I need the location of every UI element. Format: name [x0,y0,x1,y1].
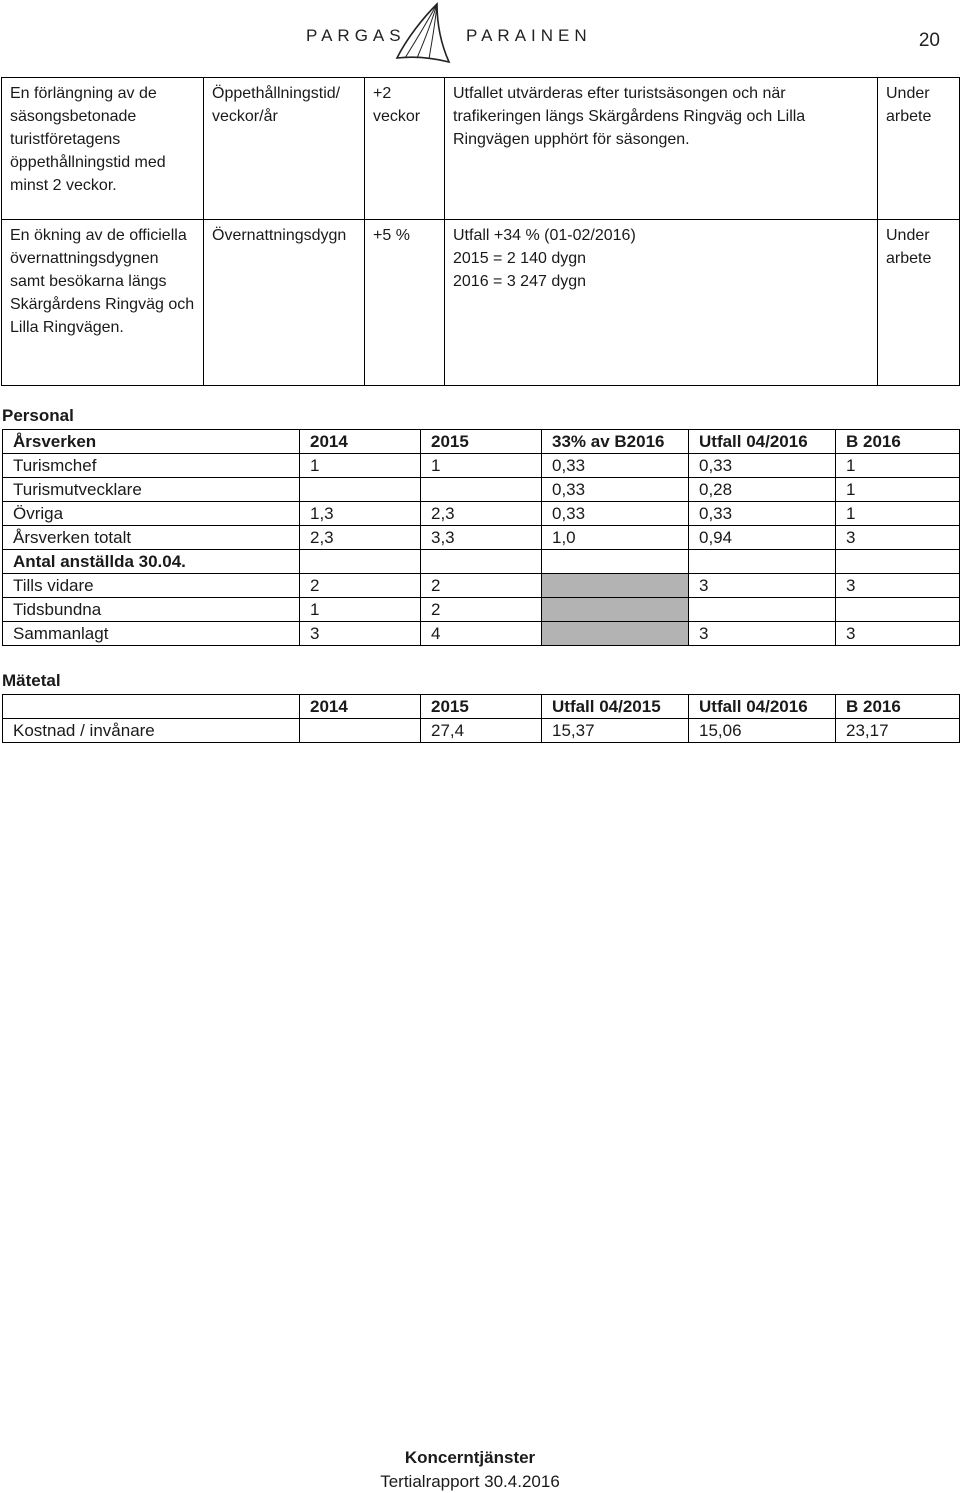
row-label: Kostnad / invånare [3,719,300,743]
row-label: Turismutvecklare [3,478,300,502]
table-cell: 3 [836,526,960,550]
table-cell [421,478,542,502]
table-cell: 3 [836,622,960,646]
goal-indicator: Öppethållningstid/ veckor/år [204,78,365,220]
table-cell: 1,3 [300,502,421,526]
goal-outcome [445,78,878,220]
table-cell: 1 [300,454,421,478]
personal-title: Personal [2,406,74,425]
table-cell: 15,06 [689,719,836,743]
row-label: Tills vidare [3,574,300,598]
table-cell: 27,4 [421,719,542,743]
table-cell: 0,33 [542,502,689,526]
table-subheader-row [3,550,960,574]
table-header-row [3,430,960,454]
table-cell: 23,17 [836,719,960,743]
table-cell: 15,37 [542,719,689,743]
goal-row [2,78,960,220]
table-cell [689,550,836,574]
table-cell: 3 [300,622,421,646]
table-cell [300,550,421,574]
goal-indicator: Övernattningsdygn [204,220,365,386]
goal-target: +5 % [365,220,445,386]
goal-status: Under arbete [878,220,960,386]
logo-text-pargas: PARGAS [306,26,406,45]
goals-table [1,77,960,386]
table-cell: 1 [836,478,960,502]
goal-target: +2 veckor [365,78,445,220]
column-header: 33% av B2016 [542,430,689,454]
outcome-line: Utfall +34 % (01-02/2016) [453,227,636,244]
table-cell: 0,33 [542,454,689,478]
goal-status: Under arbete [878,78,960,220]
table-cell: 2,3 [300,526,421,550]
table-row [3,598,960,622]
table-row [3,478,960,502]
column-header: Utfall 04/2016 [689,430,836,454]
table-cell: 2,3 [421,502,542,526]
table-cell: 0,33 [689,454,836,478]
matetal-table [2,694,960,743]
sail-logo-icon [393,2,455,64]
column-header: 2014 [300,695,421,719]
personal-table [2,429,960,646]
table-cell: 3 [836,574,960,598]
outcome-line: Utfallet utvärderas efter turistsäsongen och när trafikeringen längs Skärgårdens Ringväg och Lilla Ringvägen upphört för säsongen. [453,85,806,148]
table-cell: 2 [421,598,542,622]
shaded-cell [542,622,689,646]
row-label: Sammanlagt [3,622,300,646]
table-cell: 1 [300,598,421,622]
goal-text: En förlängning av de säsongsbetonade turistföretagens öppethållningstid med minst 2 veckor. [2,78,204,220]
table-cell: 1 [836,502,960,526]
column-header: B 2016 [836,430,960,454]
table-cell [836,598,960,622]
table-cell: 1 [421,454,542,478]
table-cell: 0,33 [542,478,689,502]
column-header: 2014 [300,430,421,454]
column-header: Årsverken [3,430,300,454]
matetal-title: Mätetal [2,671,61,690]
table-cell [836,550,960,574]
table-row [3,526,960,550]
column-header: 2015 [421,430,542,454]
row-label: Övriga [3,502,300,526]
table-cell: 2 [421,574,542,598]
table-cell [300,478,421,502]
row-label: Årsverken totalt [3,526,300,550]
goal-row [2,220,960,386]
footer-title: Koncerntjänster [404,1448,536,1467]
footer-subtitle: Tertialrapport 30.4.2016 [380,1472,560,1491]
table-cell: 0,33 [689,502,836,526]
outcome-line: 2015 = 2 140 dygn [453,250,587,267]
table-cell: 4 [421,622,542,646]
table-cell [689,598,836,622]
page-number: 20 [918,30,940,51]
row-label: Tidsbundna [3,598,300,622]
table-row [3,454,960,478]
column-header [3,695,300,719]
logo-text-parainen: PARAINEN [466,26,592,45]
table-cell [542,550,689,574]
table-cell: 3,3 [421,526,542,550]
table-cell: 0,94 [689,526,836,550]
goal-outcome [445,220,878,386]
table-cell: 0,28 [689,478,836,502]
column-header: Utfall 04/2015 [542,695,689,719]
row-label: Turismchef [3,454,300,478]
table-cell [300,719,421,743]
outcome-line: 2016 = 3 247 dygn [453,273,587,290]
table-cell: 1 [836,454,960,478]
table-row [3,574,960,598]
table-cell: 2 [300,574,421,598]
goal-text: En ökning av de officiella övernattningsdygnen samt besökarna längs Skärgårdens Ringväg och Lilla Ringvägen. [2,220,204,386]
shaded-cell [542,574,689,598]
column-header: 2015 [421,695,542,719]
table-row [3,502,960,526]
table-row [3,719,960,743]
table-header-row [3,695,960,719]
shaded-cell [542,598,689,622]
table-cell [421,550,542,574]
column-header: Utfall 04/2016 [689,695,836,719]
column-header: B 2016 [836,695,960,719]
table-cell: 1,0 [542,526,689,550]
subheader-label: Antal anställda 30.04. [3,550,300,574]
table-row [3,622,960,646]
table-cell: 3 [689,622,836,646]
table-cell: 3 [689,574,836,598]
